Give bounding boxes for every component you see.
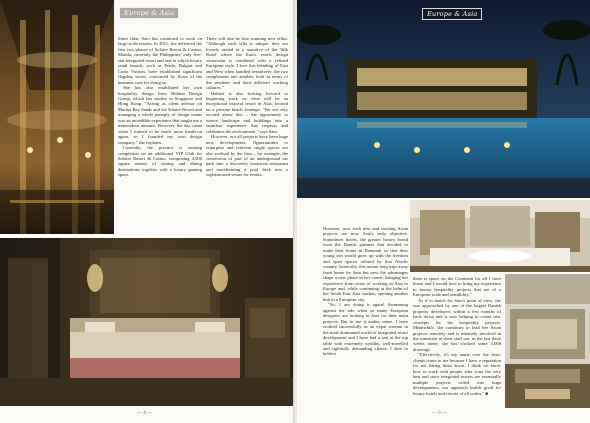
bedroom-photo <box>0 238 294 406</box>
paragraph: As if to match for Sato's point of view, she was approached by one of the largest Danish property developers within a few months of back down and is now helping to create new concepts for his hospitality projects. Meanwhile, she continues to lead her Asian projects remotely and is intensely involved in the transition of their staff out, in the last three weeks alone, she has clocked some 3,000 drawings. <box>413 297 501 352</box>
paragraph: Habitat is also looking forward to beginning work on what will be an exceptional tropical resort in Asia, located on a pristine beach frontage. "We are very excited about this – the opportunity to weave landscape and buildings into a seamless experience that respects and celebrates the environment," says Sato. <box>206 90 288 134</box>
bedroom-illustration <box>0 238 294 406</box>
lounge-illustration <box>505 274 590 408</box>
paragraph: Currently, the practice is nearing completion on an additional VIP Club for Solaire Resort & Casino, comprising 4,000 square metres of wining and dining destinations together with a luxury gaming space. <box>118 145 202 178</box>
paragraph: "Effectively, it's my name over the door; clients come to me because I have a reputation for not letting them down. I think we know how to work with people who want the very best and since integrated resorts are essentially multiple projects rolled into huge developments, our approach builds good for luxury hotels and resorts of all scales." ■ <box>413 352 501 396</box>
paragraph: However, now each new and existing Asian projects are now Asia's truly objective. Sometimes hotels, the greater luxury brand from the Danish partners that decided to make their home in Denmark so that their young son would grow up with the freedom and open spaces offered by that Nordic country. Ironically, this meant long trips away from home for Sato but now the advantages shape a new phase in her career, bringing her experience from years of working in Asia to Europe and, while continuing at the helm of her South East Asia studios, opening another hub in a European city. <box>323 226 408 302</box>
section-tag: Europe & Asia <box>422 8 482 20</box>
page-number: — 5 — <box>432 411 447 416</box>
left-column-2 <box>206 36 288 236</box>
atrium-illustration <box>0 0 114 234</box>
paragraph: However, not all projects have been huge new developments. Opportunities to repurpose and reinvent single spaces are also realised by the firm – for example, the conversion of part of an underground car park into a discreetly luxurious restaurant and transforming a pool deck into a sophisticated venue for events. <box>206 134 288 178</box>
left-column-1 <box>118 36 202 236</box>
paragraph: Since then, Sato has continued to work on large-scale resorts. In 2011, she delivered the first two phases of Solaire Resort & Casino, Manila, currently the Philippines' only five-star integrated resort and one in which luxury retail brands, such as Prada, Bulgari and Louis Vuitton, have established significant flagship stores, convinced by flows of the business case for doing so. <box>118 36 202 85</box>
right-column-2 <box>413 276 501 408</box>
right-column-1 <box>323 226 408 408</box>
section-tag: Europe & Asia <box>119 7 179 19</box>
paragraph: She has also established her own hospitality design firm, Habitat Design Group, which has studios in Singapore and Hong Kong. "Acting as client advisor on Marina Bay Sands and the Solaire Resort and managing a whole panoply of design teams was an incredible experience that taught me a tremendous amount. However, the day came when I wanted to be much more hands-on again, so I founded my own design company," she explains. <box>118 85 202 145</box>
pool-photo <box>297 0 590 198</box>
page-number: — 4 — <box>137 411 152 416</box>
left-page <box>0 0 294 423</box>
bathroom-photo <box>410 200 590 272</box>
atrium-photo <box>0 0 114 234</box>
bathroom-illustration <box>410 200 590 272</box>
paragraph: there is space on the Continent for all I have learnt and I would love to bring my experience to luxury hospitality projects that are of a European scale and sensibility." <box>413 276 501 298</box>
lounge-photo <box>505 274 590 408</box>
paragraph: "So, I am doing it again! Swimming against the tide when so many European designers are looking to Asia for their main projects. But to me it makes sense. I have worked successfully as an expat woman in the male dominated world of integrated resort development and I have had a seat at the top table with extremely wealthy, well-travelled and rightfully demanding clients. I dare to believe <box>323 302 408 357</box>
right-page <box>297 0 590 423</box>
pool-illustration <box>297 0 590 198</box>
paragraph: There will also be four stunning new villas. "Although each villa is unique, they are loosely united in a narrative of the 'Silk Road' where the East's exotic design vernacular is combined with a refined European style. I love this blending of East and West when handled sensitively: the two complement one another, both in terms of the aesthetic and their different working cultures." <box>206 36 288 91</box>
